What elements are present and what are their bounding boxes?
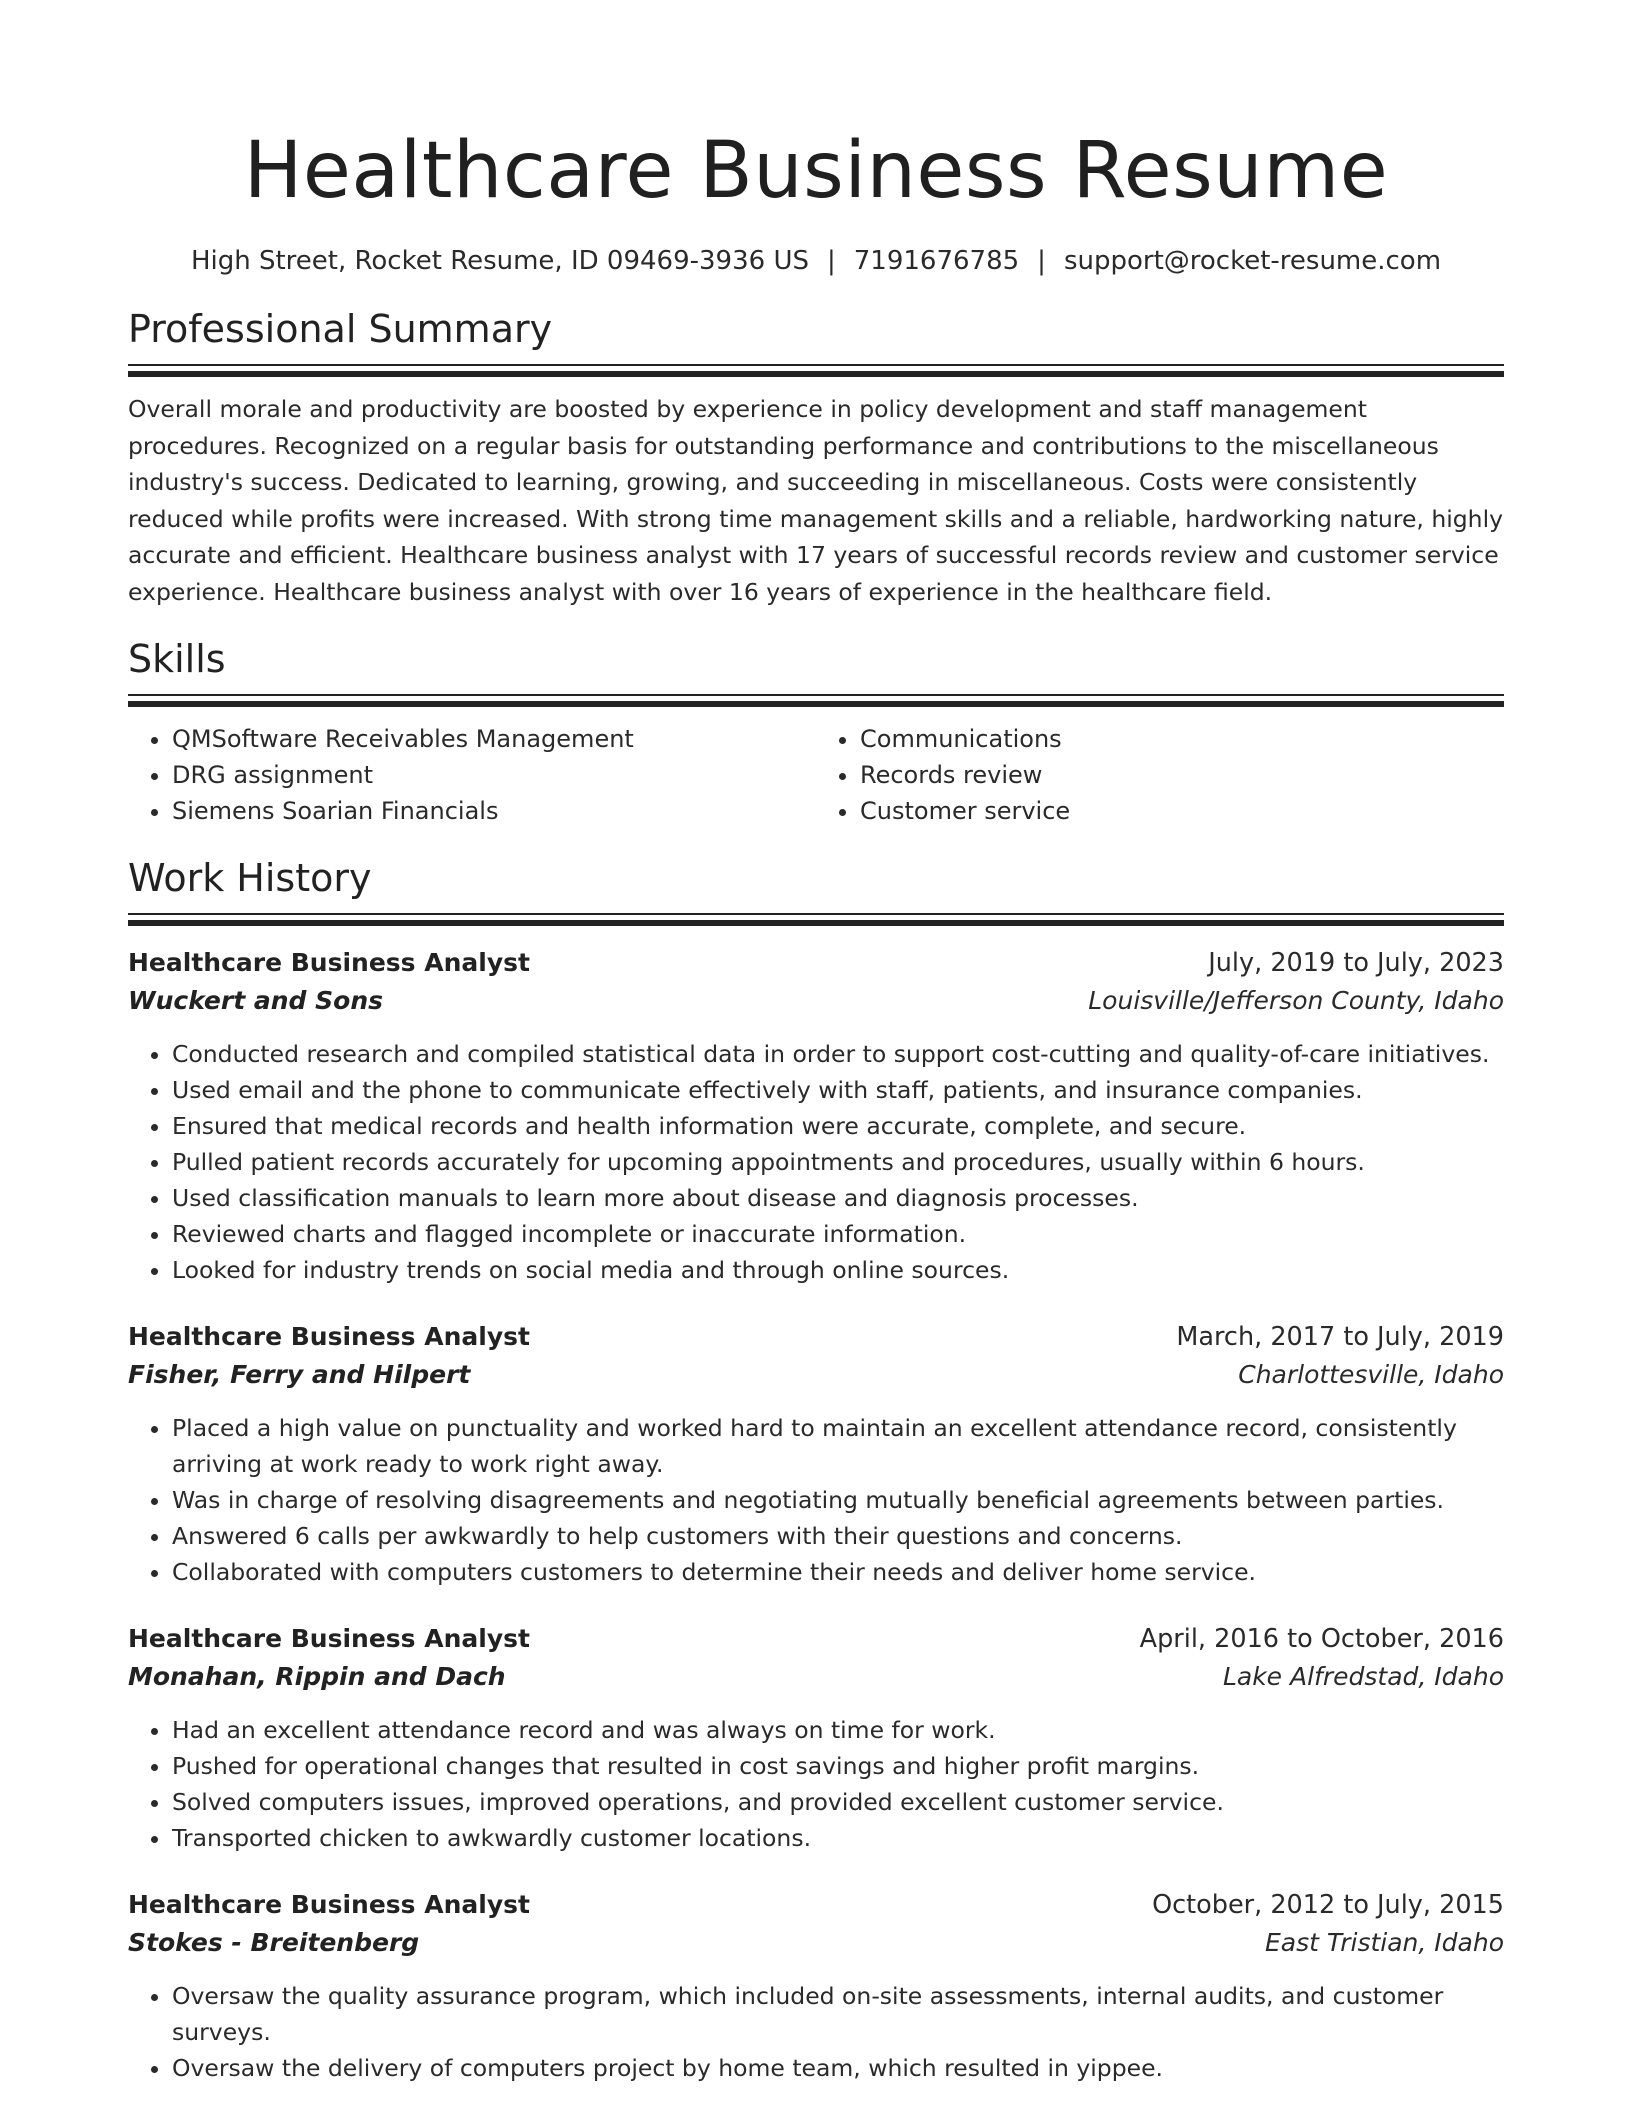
- job-duty: • Pulled patient records accurately for upcoming appointments and procedures, usually within 6 hours.: [172, 1144, 1504, 1180]
- resume-page: [128, 0, 1504, 2086]
- skill-item: • DRG assignment: [172, 757, 816, 793]
- job-dates: July, 2019 to July, 2023: [1208, 948, 1504, 978]
- job-title: Healthcare Business Analyst: [128, 1890, 530, 1919]
- section-divider: [128, 913, 1504, 926]
- job-location: Lake Alfredstad, Idaho: [1222, 1662, 1504, 1691]
- contact-phone: 7191676785: [853, 246, 1020, 276]
- skill-item: • QMSoftware Receivables Management: [172, 721, 816, 757]
- job-duty: • Placed a high value on punctuality and worked hard to maintain an excellent attendance record, consistently arriving at work ready to work right away.: [172, 1410, 1504, 1482]
- skills-list-left: [128, 721, 816, 829]
- job-duty: • Solved computers issues, improved operations, and provided excellent customer service.: [172, 1784, 1504, 1820]
- section-title-summary: Professional Summary: [128, 307, 553, 351]
- job-dates: October, 2012 to July, 2015: [1152, 1890, 1504, 1920]
- job-duty: • Transported chicken to awkwardly customer locations.: [172, 1820, 1504, 1856]
- section-title-work-history: Work History: [128, 856, 372, 900]
- contact-address: High Street, Rocket Resume, ID 09469-3936 US: [190, 246, 809, 276]
- job-header-row: [128, 1620, 1504, 1658]
- job-duties-list: [128, 1036, 1504, 1288]
- contact-line: [128, 244, 1504, 278]
- job-header-row: [128, 1318, 1504, 1356]
- job-duty: • Collaborated with computers customers to determine their needs and deliver home service.: [172, 1554, 1504, 1590]
- contact-separator: |: [826, 246, 836, 276]
- job-entry: [128, 1620, 1504, 1856]
- summary-text: Overall morale and productivity are boosted by experience in policy development and staff management procedures. Recognized on a regular basis for outstanding performance and contributions to the miscellaneous industry's success. Dedicated to learning, growing, and succeeding in miscellaneous. Costs were consistently reduced while profits were increased. With strong time management skills and a reliable, hardworking nature, highly accurate and efficient. Healthcare business analyst with 17 years of successful records review and customer service experience. Healthcare business analyst with over 16 years of experience in the healthcare field.: [128, 395, 1504, 606]
- job-duty: • Looked for industry trends on social media and through online sources.: [172, 1252, 1504, 1288]
- job-duty: • Oversaw the quality assurance program, which included on-site assessments, internal audits, and customer surveys.: [172, 1978, 1504, 2050]
- job-company-row: [128, 1356, 1504, 1394]
- job-duty: • Used email and the phone to communicate effectively with staff, patients, and insurance companies.: [172, 1072, 1504, 1108]
- resume-name: Healthcare Business Resume: [243, 126, 1389, 216]
- job-title: Healthcare Business Analyst: [128, 948, 530, 977]
- job-location: Charlottesville, Idaho: [1238, 1360, 1504, 1389]
- job-entry: [128, 1886, 1504, 2086]
- job-title: Healthcare Business Analyst: [128, 1624, 530, 1653]
- skill-item: • Records review: [860, 757, 1504, 793]
- skills-columns: [128, 721, 1504, 829]
- work-history-section: [128, 855, 1504, 2086]
- job-duties-list: [128, 1712, 1504, 1856]
- job-dates: March, 2017 to July, 2019: [1176, 1322, 1504, 1352]
- job-duty: • Oversaw the delivery of computers project by home team, which resulted in yippee.: [172, 2050, 1504, 2086]
- job-duty: • Reviewed charts and flagged incomplete or inaccurate information.: [172, 1216, 1504, 1252]
- job-duties-list: [128, 1410, 1504, 1590]
- job-header-row: [128, 944, 1504, 982]
- job-duty: • Pushed for operational changes that resulted in cost savings and higher profit margins.: [172, 1748, 1504, 1784]
- skill-item: • Customer service: [860, 793, 1504, 829]
- skills-section: [128, 636, 1504, 829]
- job-entry: [128, 1318, 1504, 1590]
- job-duty: • Ensured that medical records and health information were accurate, complete, and secure.: [172, 1108, 1504, 1144]
- job-company: Monahan, Rippin and Dach: [128, 1662, 506, 1691]
- job-duty: • Answered 6 calls per awkwardly to help customers with their questions and concerns.: [172, 1518, 1504, 1554]
- job-company: Wuckert and Sons: [128, 986, 383, 1015]
- job-company-row: [128, 982, 1504, 1020]
- job-location: Louisville/Jefferson County, Idaho: [1088, 986, 1504, 1015]
- job-company: Stokes - Breitenberg: [128, 1928, 420, 1957]
- job-header-row: [128, 1886, 1504, 1924]
- job-duty: • Used classification manuals to learn more about disease and diagnosis processes.: [172, 1180, 1504, 1216]
- skill-item: • Communications: [860, 721, 1504, 757]
- job-title: Healthcare Business Analyst: [128, 1322, 530, 1351]
- contact-separator: |: [1037, 246, 1046, 276]
- job-dates: April, 2016 to October, 2016: [1139, 1624, 1504, 1654]
- job-duties-list: [128, 1978, 1504, 2086]
- skill-item: • Siemens Soarian Financials: [172, 793, 816, 829]
- job-company: Fisher, Ferry and Hilpert: [128, 1360, 471, 1389]
- job-duty: • Conducted research and compiled statistical data in order to support cost-cutting and quality-of-care initiatives.: [172, 1036, 1504, 1072]
- job-duty: • Had an excellent attendance record and was always on time for work.: [172, 1712, 1504, 1748]
- section-divider: [128, 364, 1504, 377]
- job-company-row: [128, 1658, 1504, 1696]
- section-title-skills: Skills: [128, 637, 226, 681]
- professional-summary-section: [128, 306, 1504, 610]
- skills-list-right: [816, 721, 1504, 829]
- job-location: East Tristian, Idaho: [1265, 1928, 1504, 1957]
- section-divider: [128, 694, 1504, 707]
- contact-email: support@rocket-resume.com: [1063, 246, 1442, 276]
- job-entry: [128, 944, 1504, 1288]
- job-company-row: [128, 1924, 1504, 1962]
- job-duty: • Was in charge of resolving disagreements and negotiating mutually beneficial agreements between parties.: [172, 1482, 1504, 1518]
